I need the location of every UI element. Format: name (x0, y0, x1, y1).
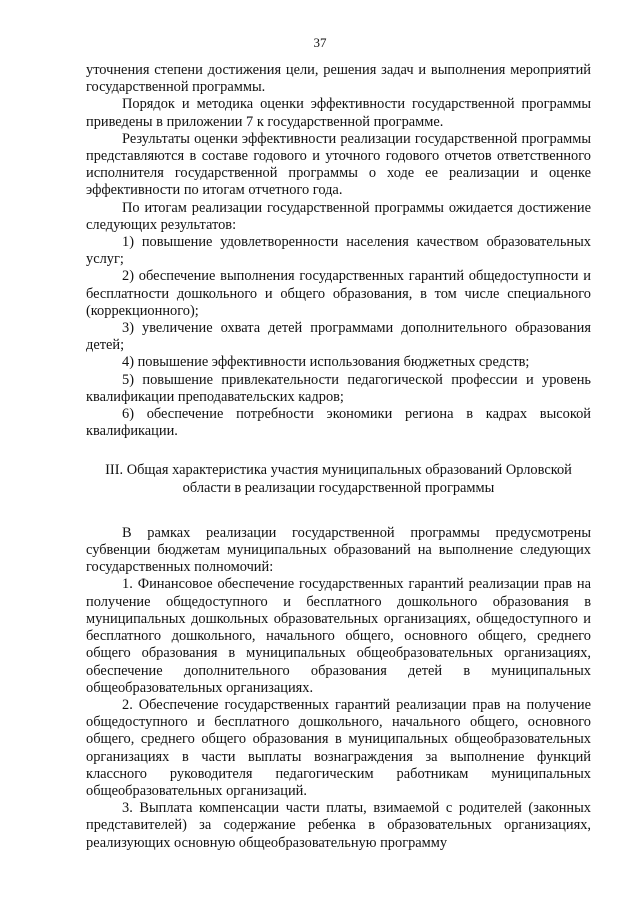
result-item-3: 3) увеличение охвата детей программами дополнительного образования детей; (86, 320, 591, 354)
document-body (86, 62, 591, 852)
paragraph-power-3: 3. Выплата компенсации части платы, взимаемой с родителей (законных представителей) за содержание ребенка в образовательных организациях, реализующих основную общеобразовательную программу (86, 800, 591, 851)
result-item-6: 6) обеспечение потребности экономики региона в кадрах высокой квалификации. (86, 406, 591, 440)
section-heading (86, 462, 591, 496)
result-item-2: 2) обеспечение выполнения государственных гарантий общедоступности и бесплатности дошкольного и общего образования, в том числе специального (коррекционного); (86, 268, 591, 319)
result-item-1: 1) повышение удовлетворенности населения качеством образовательных услуг; (86, 234, 591, 268)
result-item-4: 4) повышение эффективности использования бюджетных средств; (122, 354, 530, 371)
page-number: 37 (313, 35, 327, 50)
paragraph-power-2: 2. Обеспечение государственных гарантий реализации прав на получение общедоступного и бесплатного дошкольного, начального общего, основного общего, среднего общего образования в муниципальных общеобразовательных организациях в части выплаты вознаграждения за выполнение функций классного руководителя педагогическим работникам муниципальных общеобразовательных организаций. (86, 696, 591, 799)
result-item-5: 5) повышение привлекательности педагогической профессии и уровень квалификации преподавательских кадров; (86, 371, 591, 405)
section-heading-line-2: области в реализации государственной программы (182, 479, 495, 496)
paragraph-expected-results-intro: По итогам реализации государственной программы ожидается достижение следующих результатов: (86, 199, 591, 233)
paragraph-continuation: уточнения степени достижения цели, решения задач и выполнения мероприятий государственной программы. (86, 62, 591, 96)
section-heading-line-1: III. Общая характеристика участия муниципальных образований Орловской (105, 462, 572, 479)
paragraph-subventions-intro: В рамках реализации государственной программы предусмотрены субвенции бюджетам муниципальных образований на выполнение следующих государственных полномочий: (86, 524, 591, 576)
paragraph-methodology: Порядок и методика оценки эффективности государственной программы приведены в приложении 7 к государственной программе. (86, 96, 591, 130)
paragraph-power-1: 1. Финансовое обеспечение государственных гарантий реализации прав на получение общедоступного и бесплатного дошкольного образования в муниципальных дошкольных образовательных организациях, общедоступного и бесплатного дошкольного, начального общего, основного общего, среднего общего образования в муниципальных общеобразовательных организациях, обеспечение дополнительного образования детей в муниципальных общеобразовательных организациях. (86, 576, 591, 696)
paragraph-evaluation-results: Результаты оценки эффективности реализации государственной программы представляются в составе годового и уточного годового отчетов ответственного исполнителя государственной программы о ходе ее реализации и оценке эффективности по итогам отчетного года. (86, 130, 591, 199)
